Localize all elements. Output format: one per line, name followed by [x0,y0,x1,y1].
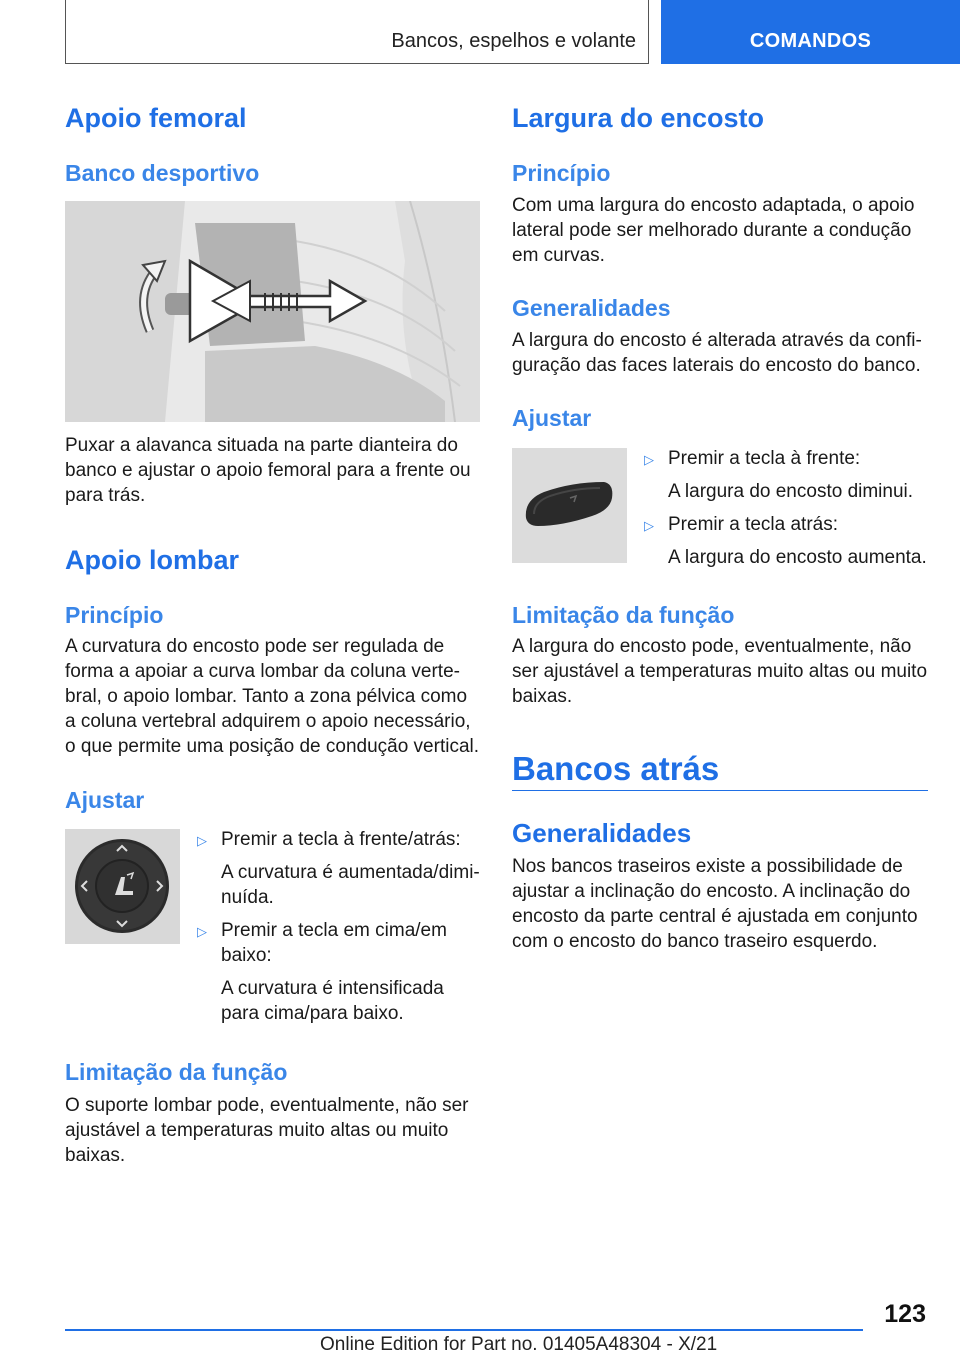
bullet-main-text: Premir a tecla em cima/em baixo: [221,920,447,966]
seat-lever-figure [65,201,480,422]
width-principle-heading: Princípio [512,160,611,186]
bullet-triangle-icon: ▷ [644,452,654,467]
bullet-sub-text: A largura do encosto diminui. [668,481,914,502]
width-principle-text: Com uma largura do encosto adaptada, o apoio lateral pode ser melhorado durante a condução em curvas. [512,195,915,266]
femoral-text: Puxar a alavanca situada na parte dianteira do banco e ajustar o apoio femoral para a frente ou para trás. [65,435,471,506]
width-button-icon [512,448,627,563]
seat-lever-figure-svg [65,201,480,422]
rear-general-text: Nos bancos traseiros existe a possibilidade de ajustar a inclinação do encosto. A inclinação do encosto da parte central é ajustada em conjunto com o encosto do banco traseiro esquerdo. [512,856,918,952]
lombar-adjust-heading: Ajustar [65,787,145,813]
list-item [632,512,932,570]
width-limit-text: A largura do encosto pode, eventualmente, não ser ajustável a temperaturas muito altas ou muito baixas. [512,636,928,707]
bullet-triangle-icon: ▷ [197,924,207,939]
list-item [185,827,485,910]
rear-title: Bancos atrás [512,750,720,787]
width-general-text: A largura do encosto é alterada através da configuração das faces laterais do encosto do banco. [512,330,922,376]
width-general-heading: Generalidades [512,295,671,321]
width-adjust-heading: Ajustar [512,405,592,431]
femoral-title: Apoio femoral [65,103,247,133]
width-title: Largura do encosto [512,103,765,133]
lombar-bullet-list [185,827,485,1034]
header-section-title: Bancos, espelhos e volante [391,30,636,52]
lombar-title: Apoio lombar [65,545,239,575]
header-section-box [65,0,649,64]
rear-title-rule [512,790,928,791]
width-button-figure [512,448,627,563]
bullet-sub-text: A curvatura é intensificada para cima/para baixo. [221,978,444,1024]
header-chapter-tab [661,0,960,64]
list-item [185,918,485,1026]
width-bullet-list [632,446,932,578]
femoral-subtitle: Banco desportivo [65,160,260,186]
bullet-main-text: Premir a tecla à frente: [668,448,861,469]
lumbar-control-figure [65,829,180,944]
footer-rule [65,1329,863,1331]
bullet-triangle-icon: ▷ [197,833,207,848]
bullet-main-text: Premir a tecla à frente/atrás: [221,829,461,850]
rear-general-heading: Generalidades [512,818,692,848]
lumbar-control-icon [65,829,180,944]
lombar-principle-text: A curvatura do encosto pode ser regulada de forma a apoiar a curva lombar da coluna vertebral, o apoio lombar. Tanto a zona pélvica como a coluna vertebral adquirem o apoio necessário, o que permite uma posição de condução vertical. [65,636,480,757]
lombar-limit-text: O suporte lombar pode, eventualmente, não ser ajustável a temperaturas muito altas ou muito baixas. [65,1095,469,1166]
page-number: 123 [884,1300,926,1328]
bullet-sub-text: A curvatura é aumentada/diminuída. [221,862,480,908]
width-limit-heading: Limitação da função [512,602,735,628]
list-item [632,446,932,504]
bullet-triangle-icon: ▷ [644,518,654,533]
footer-edition: Online Edition for Part no. 01405A48304 - X/21 [320,1334,718,1355]
lombar-principle-heading: Princípio [65,602,164,628]
header-chapter-title: COMANDOS [749,30,872,52]
lombar-limit-heading: Limitação da função [65,1059,288,1085]
bullet-sub-text: A largura do encosto aumenta. [668,547,927,568]
bullet-main-text: Premir a tecla atrás: [668,514,838,535]
